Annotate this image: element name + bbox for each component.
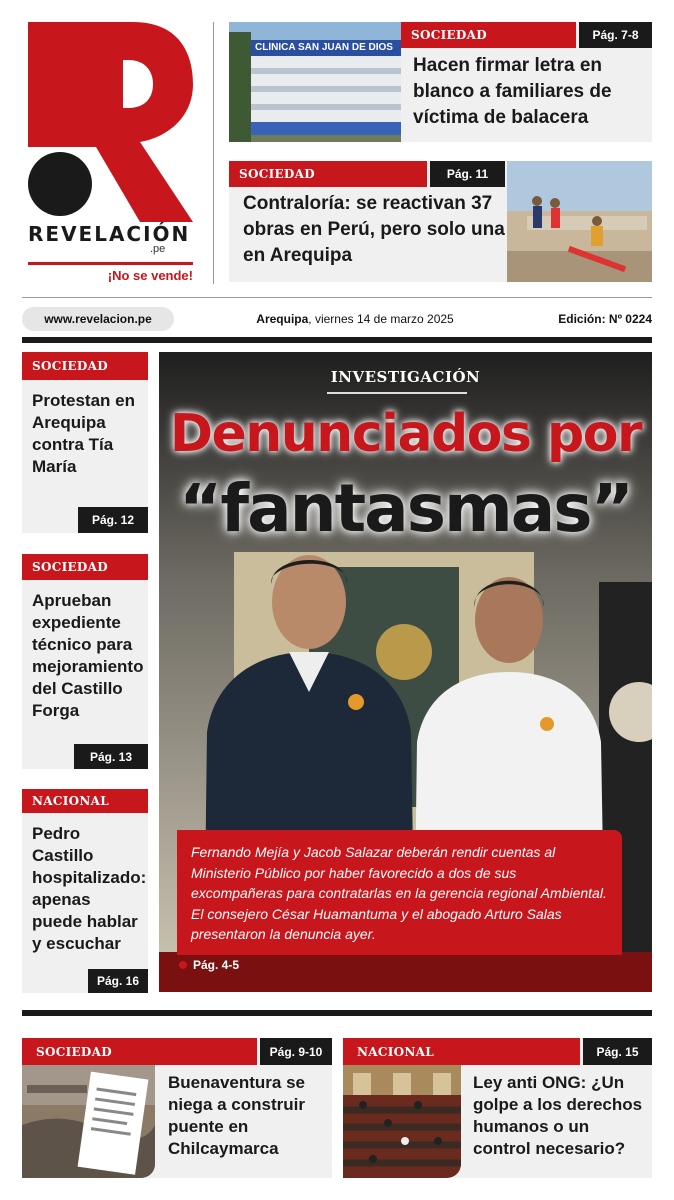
logo-mark <box>28 22 198 222</box>
bottom-story-1-headline: Buenaventura se niega a construir puente en Chilcaymarca <box>168 1073 305 1158</box>
bottom-story-2-headline: Ley anti ONG: ¿Un golpe a los derechos humanos o un control necesario? <box>473 1073 643 1158</box>
side-story-3[interactable] <box>22 789 148 993</box>
bottom-story-1-section: SOCIEDAD <box>22 1038 257 1065</box>
side-story-3-page: Pág. 16 <box>88 969 148 993</box>
top-story-1-headline: Hacen firmar letra en blanco a familiares de víctima de balacera <box>413 55 612 128</box>
side-story-3-headline: Pedro Castillo hospitalizado: apenas puede hablar y escuchar <box>32 824 147 953</box>
side-story-1[interactable] <box>22 352 148 533</box>
bottom-story-1-page: Pág. 9-10 <box>260 1038 332 1065</box>
dateline-city: Arequipa <box>256 312 309 326</box>
bottom-story-2-section: NACIONAL <box>343 1038 580 1065</box>
bottom-story-1-photo <box>22 1065 155 1178</box>
brand-domain-suffix: .pe <box>150 243 166 255</box>
top-story-2-section: SOCIEDAD <box>229 161 427 187</box>
side-story-1-section: SOCIEDAD <box>22 352 148 380</box>
top-story-1-page: Pág. 7-8 <box>579 22 652 48</box>
bottom-story-2-page: Pág. 15 <box>583 1038 652 1065</box>
bullet-dot-icon <box>179 961 187 969</box>
side-story-2-section: SOCIEDAD <box>22 554 148 580</box>
bottom-divider-bar <box>22 1010 652 1016</box>
edition-label: Edición: <box>558 312 609 326</box>
main-story-kicker-underline <box>327 392 467 394</box>
side-story-2[interactable] <box>22 554 148 769</box>
info-bar-rule <box>22 297 652 298</box>
website-link[interactable]: www.revelacion.pe <box>22 307 174 331</box>
main-story-kicker: INVESTIGACIÓN <box>330 368 481 386</box>
main-story[interactable] <box>159 352 652 992</box>
side-story-1-page: Pág. 12 <box>78 507 148 533</box>
top-story-2-headline: Contraloría: se reactivan 37 obras en Perú, pero solo una en Arequipa <box>243 193 505 266</box>
brand-slogan: ¡No se vende! <box>107 268 193 283</box>
edition-number <box>500 312 652 326</box>
main-story-page <box>179 958 239 972</box>
top-story-1[interactable] <box>229 22 652 142</box>
bottom-story-2-photo <box>343 1065 461 1178</box>
info-bar-underline <box>22 337 652 343</box>
side-story-3-section: NACIONAL <box>22 789 148 813</box>
bottom-story-2[interactable] <box>343 1038 652 1178</box>
side-story-2-headline: Aprueban expediente técnico para mejoramiento del Castillo Forga <box>32 591 144 720</box>
dateline-date: , viernes 14 de marzo 2025 <box>308 312 454 326</box>
edition-value: Nº 0224 <box>608 312 652 326</box>
side-story-1-headline: Protestan en Arequipa contra Tía María <box>32 391 135 476</box>
main-story-title-line-2: “fantasmas” <box>179 470 632 547</box>
top-story-2-page: Pág. 11 <box>430 161 505 187</box>
dateline <box>230 312 480 326</box>
top-story-2[interactable] <box>229 161 652 282</box>
logo-underline <box>28 262 193 265</box>
main-story-caption: Fernando Mejía y Jacob Salazar deberán rendir cuentas al Ministerio Público por haber favorecido a dos de sus excompañeras para contratarlas en la gerencia regional Ambiental. El consejero César Huamantuma y el abogado Arturo Salas presentaron la denuncia ayer. <box>177 830 622 955</box>
top-story-1-section: SOCIEDAD <box>401 22 576 48</box>
top-story-2-photo <box>507 161 652 282</box>
side-story-2-page: Pág. 13 <box>74 744 148 769</box>
top-story-1-photo <box>229 22 401 142</box>
main-story-title-line-1: Denunciados por <box>169 404 642 464</box>
top-story-1-photo-sign: CLÍNICA SAN JUAN DE DIOS <box>255 42 393 53</box>
masthead-divider <box>213 22 214 284</box>
main-story-page-label: Pág. 4-5 <box>193 958 240 972</box>
brand-name: REVELACIÓN <box>28 222 191 246</box>
bottom-story-1[interactable] <box>22 1038 332 1178</box>
